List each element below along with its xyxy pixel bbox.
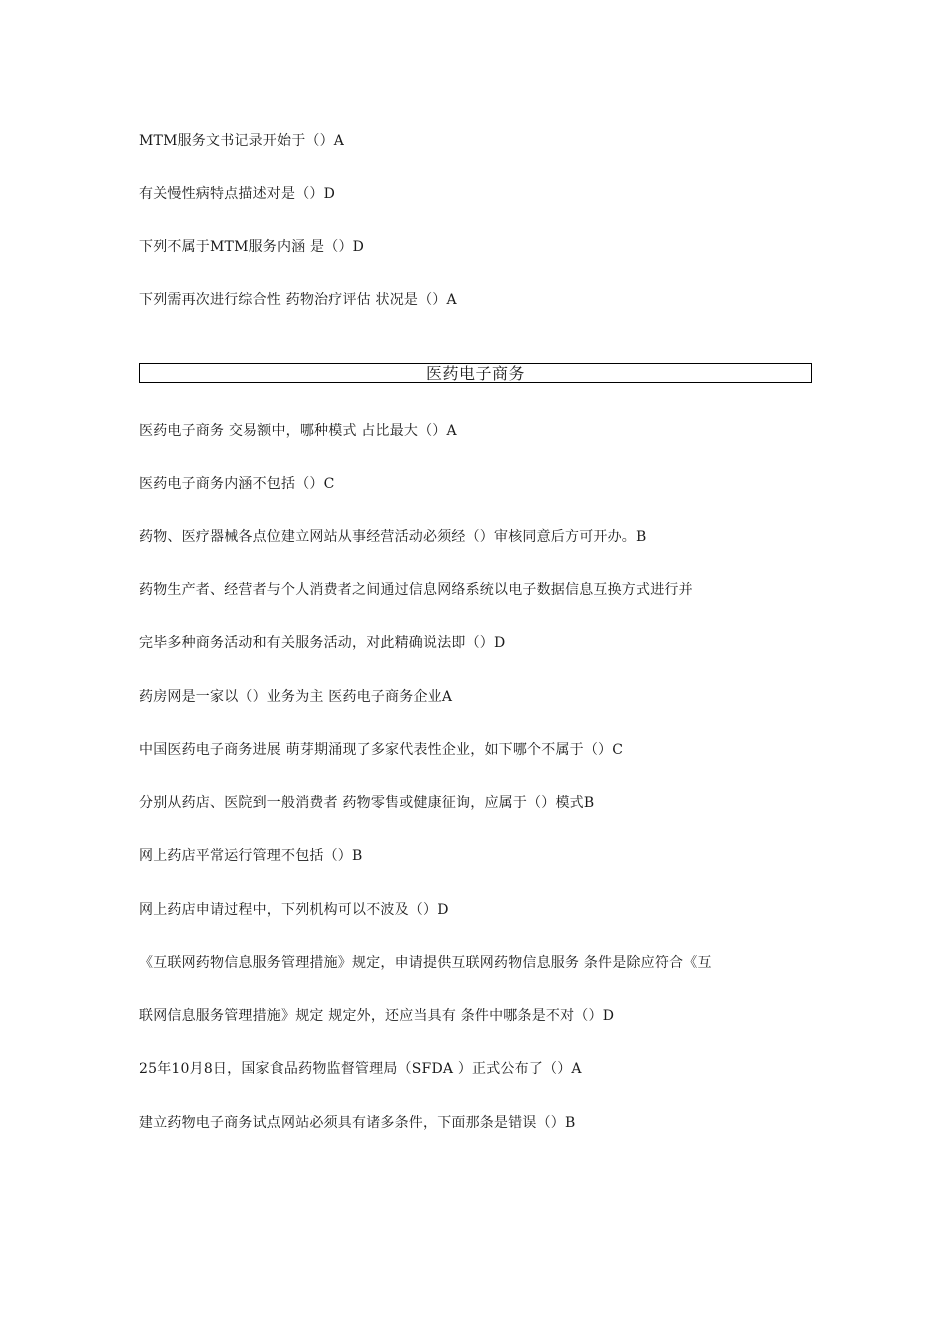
- question-line: 网上药店申请过程中，下列机构可以不波及（）D: [139, 902, 449, 918]
- question-line: MTM服务文书记录开始于（）A: [139, 133, 345, 149]
- question-line: 完毕多种商务活动和有关服务活动，对此精确说法即（）D: [139, 635, 506, 651]
- question-line: 中国医药电子商务进展 萌芽期涌现了多家代表性企业，如下哪个不属于（）C: [139, 742, 624, 758]
- question-line: 分别从药店、医院到一般消费者 药物零售或健康征询，应属于（）模式B: [139, 795, 595, 811]
- section-title: 医药电子商务: [425, 364, 525, 383]
- question-line: 药房网是一家以（）业务为主 医药电子商务企业A: [139, 689, 453, 705]
- question-line: 药物生产者、经营者与个人消费者之间通过信息网络系统以电子数据信息互换方式进行并: [139, 582, 693, 598]
- question-line: 有关慢性病特点描述对是（）D: [139, 186, 336, 202]
- question-line: 下列需再次进行综合性 药物治疗评估 状况是（）A: [139, 292, 457, 308]
- question-line: 网上药店平常运行管理不包括（）B: [139, 848, 363, 864]
- question-line: 《互联网药物信息服务管理措施》规定，申请提供互联网药物信息服务 条件是除应符合《互: [139, 955, 712, 971]
- question-line: 建立药物电子商务试点网站必须具有诸多条件，下面那条是错误（）B: [139, 1115, 576, 1131]
- question-line: 联网信息服务管理措施》规定 规定外，还应当具有 条件中哪条是不对（）D: [139, 1008, 615, 1024]
- question-line: 医药电子商务内涵不包括（）C: [139, 476, 335, 492]
- question-line: 药物、医疗器械各点位建立网站从事经营活动必须经（）审核同意后方可开办。B: [139, 529, 647, 545]
- question-line: 下列不属于MTM服务内涵 是（）D: [139, 239, 365, 255]
- question-line: 25年10月8日，国家食品药物监督管理局（SFDA ）正式公布了（）A: [139, 1061, 582, 1077]
- question-line: 医药电子商务 交易额中，哪种模式 占比最大（）A: [139, 423, 457, 439]
- section-header-box: [139, 363, 812, 383]
